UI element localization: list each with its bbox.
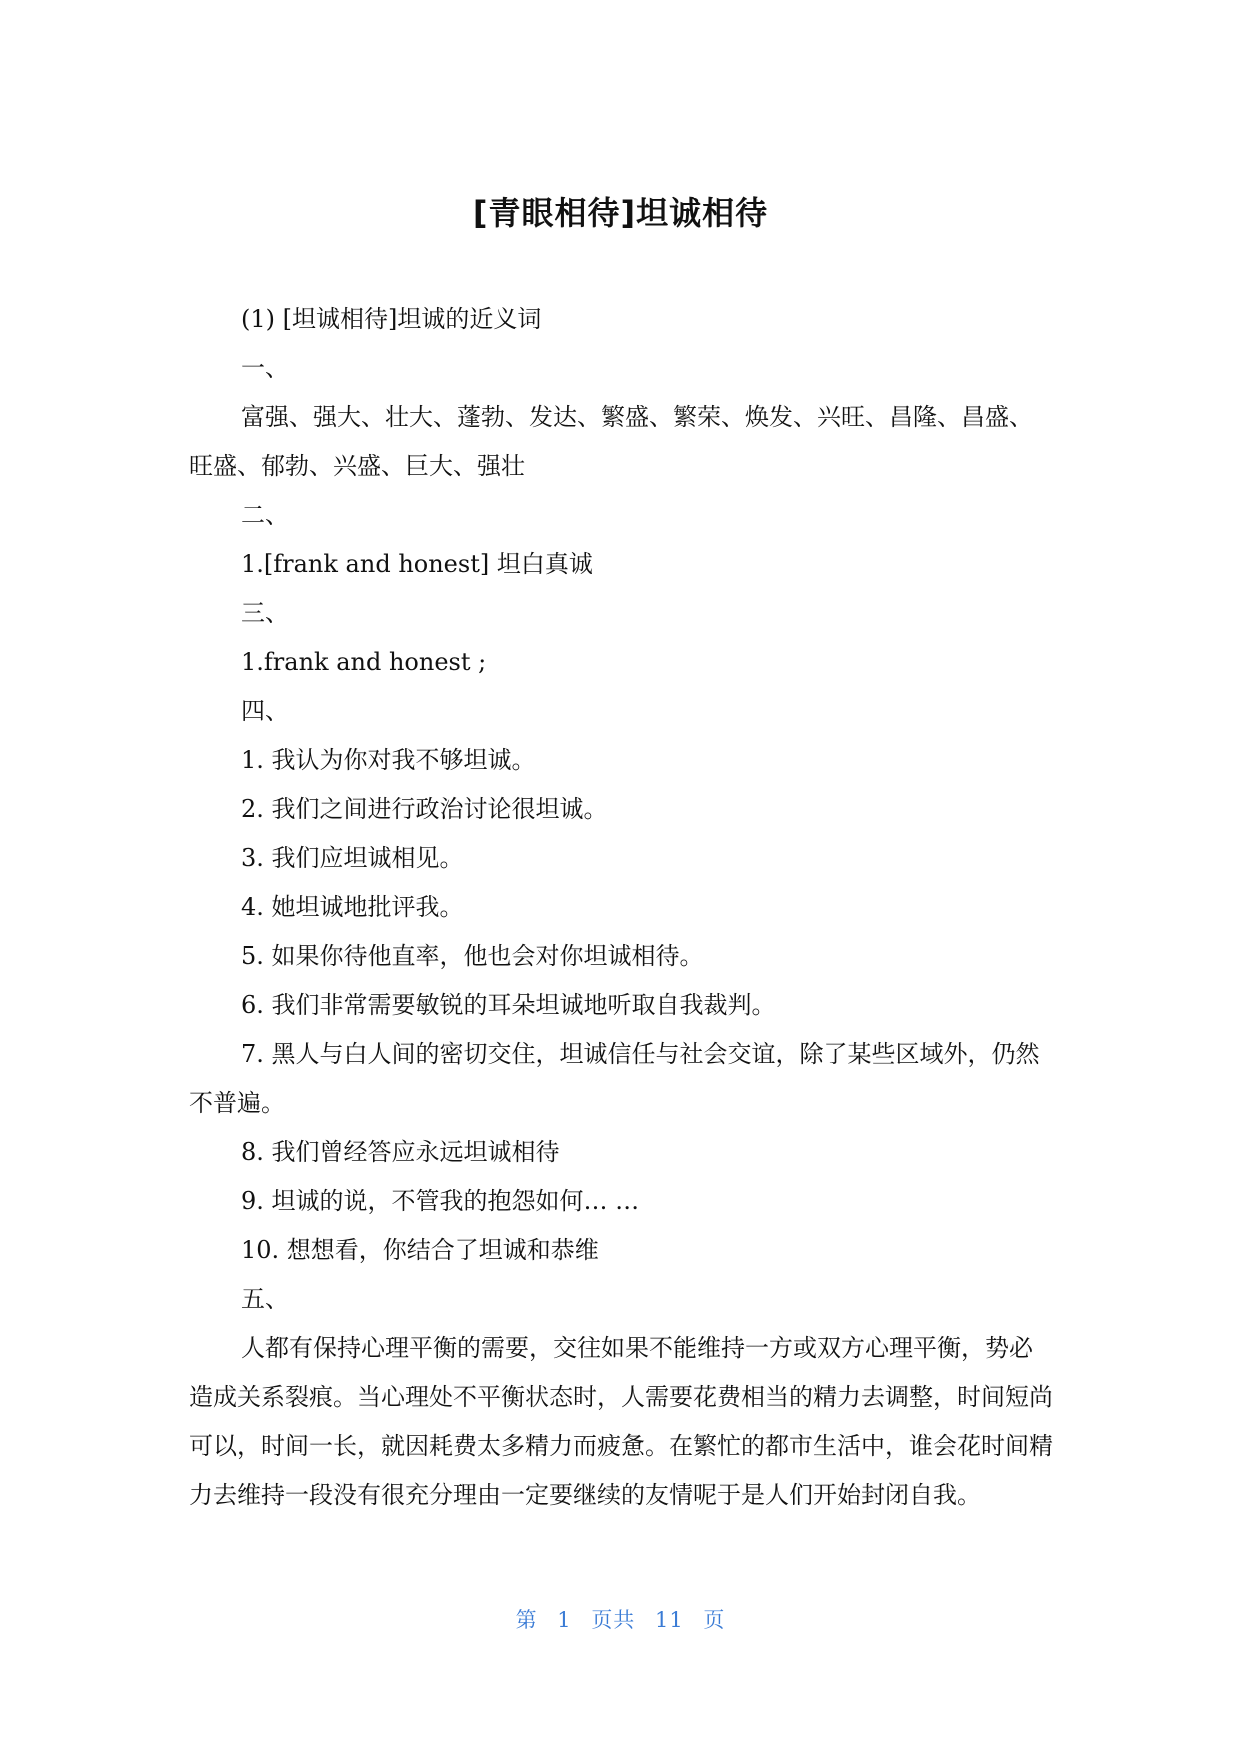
paragraph: 二、 — [241, 501, 289, 529]
document-body — [189, 295, 1055, 1520]
footer-suffix: 页 — [703, 1608, 726, 1632]
paragraph: 富强、强大、壮大、蓬勃、发达、繁盛、繁荣、焕发、兴旺、昌隆、昌盛、旺盛、郁勃、兴盛、巨大、强壮 — [189, 403, 1033, 480]
paragraph: 三、 — [241, 599, 289, 627]
footer-total-pages: 11 — [655, 1608, 684, 1632]
footer-page-number: 1 — [557, 1608, 572, 1632]
paragraph: 五、 — [241, 1285, 289, 1313]
list-item: 8. 我们曾经答应永远坦诚相待 — [241, 1138, 560, 1166]
list-item: 6. 我们非常需要敏锐的耳朵坦诚地听取自我裁判。 — [241, 991, 776, 1019]
page-footer — [0, 1604, 1241, 1634]
paragraph: 1.frank and honest ; — [241, 648, 487, 676]
page-title: [青眼相待]坦诚相待 — [472, 194, 769, 232]
paragraph: 人都有保持心理平衡的需要，交往如果不能维持一方或双方心理平衡，势必造成关系裂痕。当心理处不平衡状态时，人需要花费相当的精力去调整，时间短尚可以，时间一长，就因耗费太多精力而疲惫。在繁忙的都市生活中，谁会花时间精力去维持一段没有很充分理由一定要继续的友情呢于是人们开始封闭自我。 — [189, 1334, 1053, 1509]
list-item: 2. 我们之间进行政治讨论很坦诚。 — [241, 795, 608, 823]
paragraph: (1) [坦诚相待]坦诚的近义词 — [241, 305, 542, 333]
list-item: 5. 如果你待他直率，他也会对你坦诚相待。 — [241, 942, 704, 970]
list-item: 4. 她坦诚地批评我。 — [241, 893, 464, 921]
list-item: 3. 我们应坦诚相见。 — [241, 844, 464, 872]
footer-prefix: 第 — [515, 1608, 538, 1632]
paragraph: 四、 — [241, 697, 289, 725]
footer-middle: 页共 — [591, 1608, 636, 1632]
list-item: 1. 我认为你对我不够坦诚。 — [241, 746, 536, 774]
paragraph: 一、 — [241, 354, 289, 382]
list-item: 7. 黑人与白人间的密切交住，坦诚信任与社会交谊，除了某些区域外，仍然不普遍。 — [189, 1040, 1040, 1117]
list-item: 10. 想想看，你结合了坦诚和恭维 — [241, 1236, 599, 1264]
list-item: 9. 坦诚的说，不管我的抱怨如何… … — [241, 1187, 640, 1215]
paragraph: 1.[frank and honest] 坦白真诚 — [241, 550, 593, 578]
